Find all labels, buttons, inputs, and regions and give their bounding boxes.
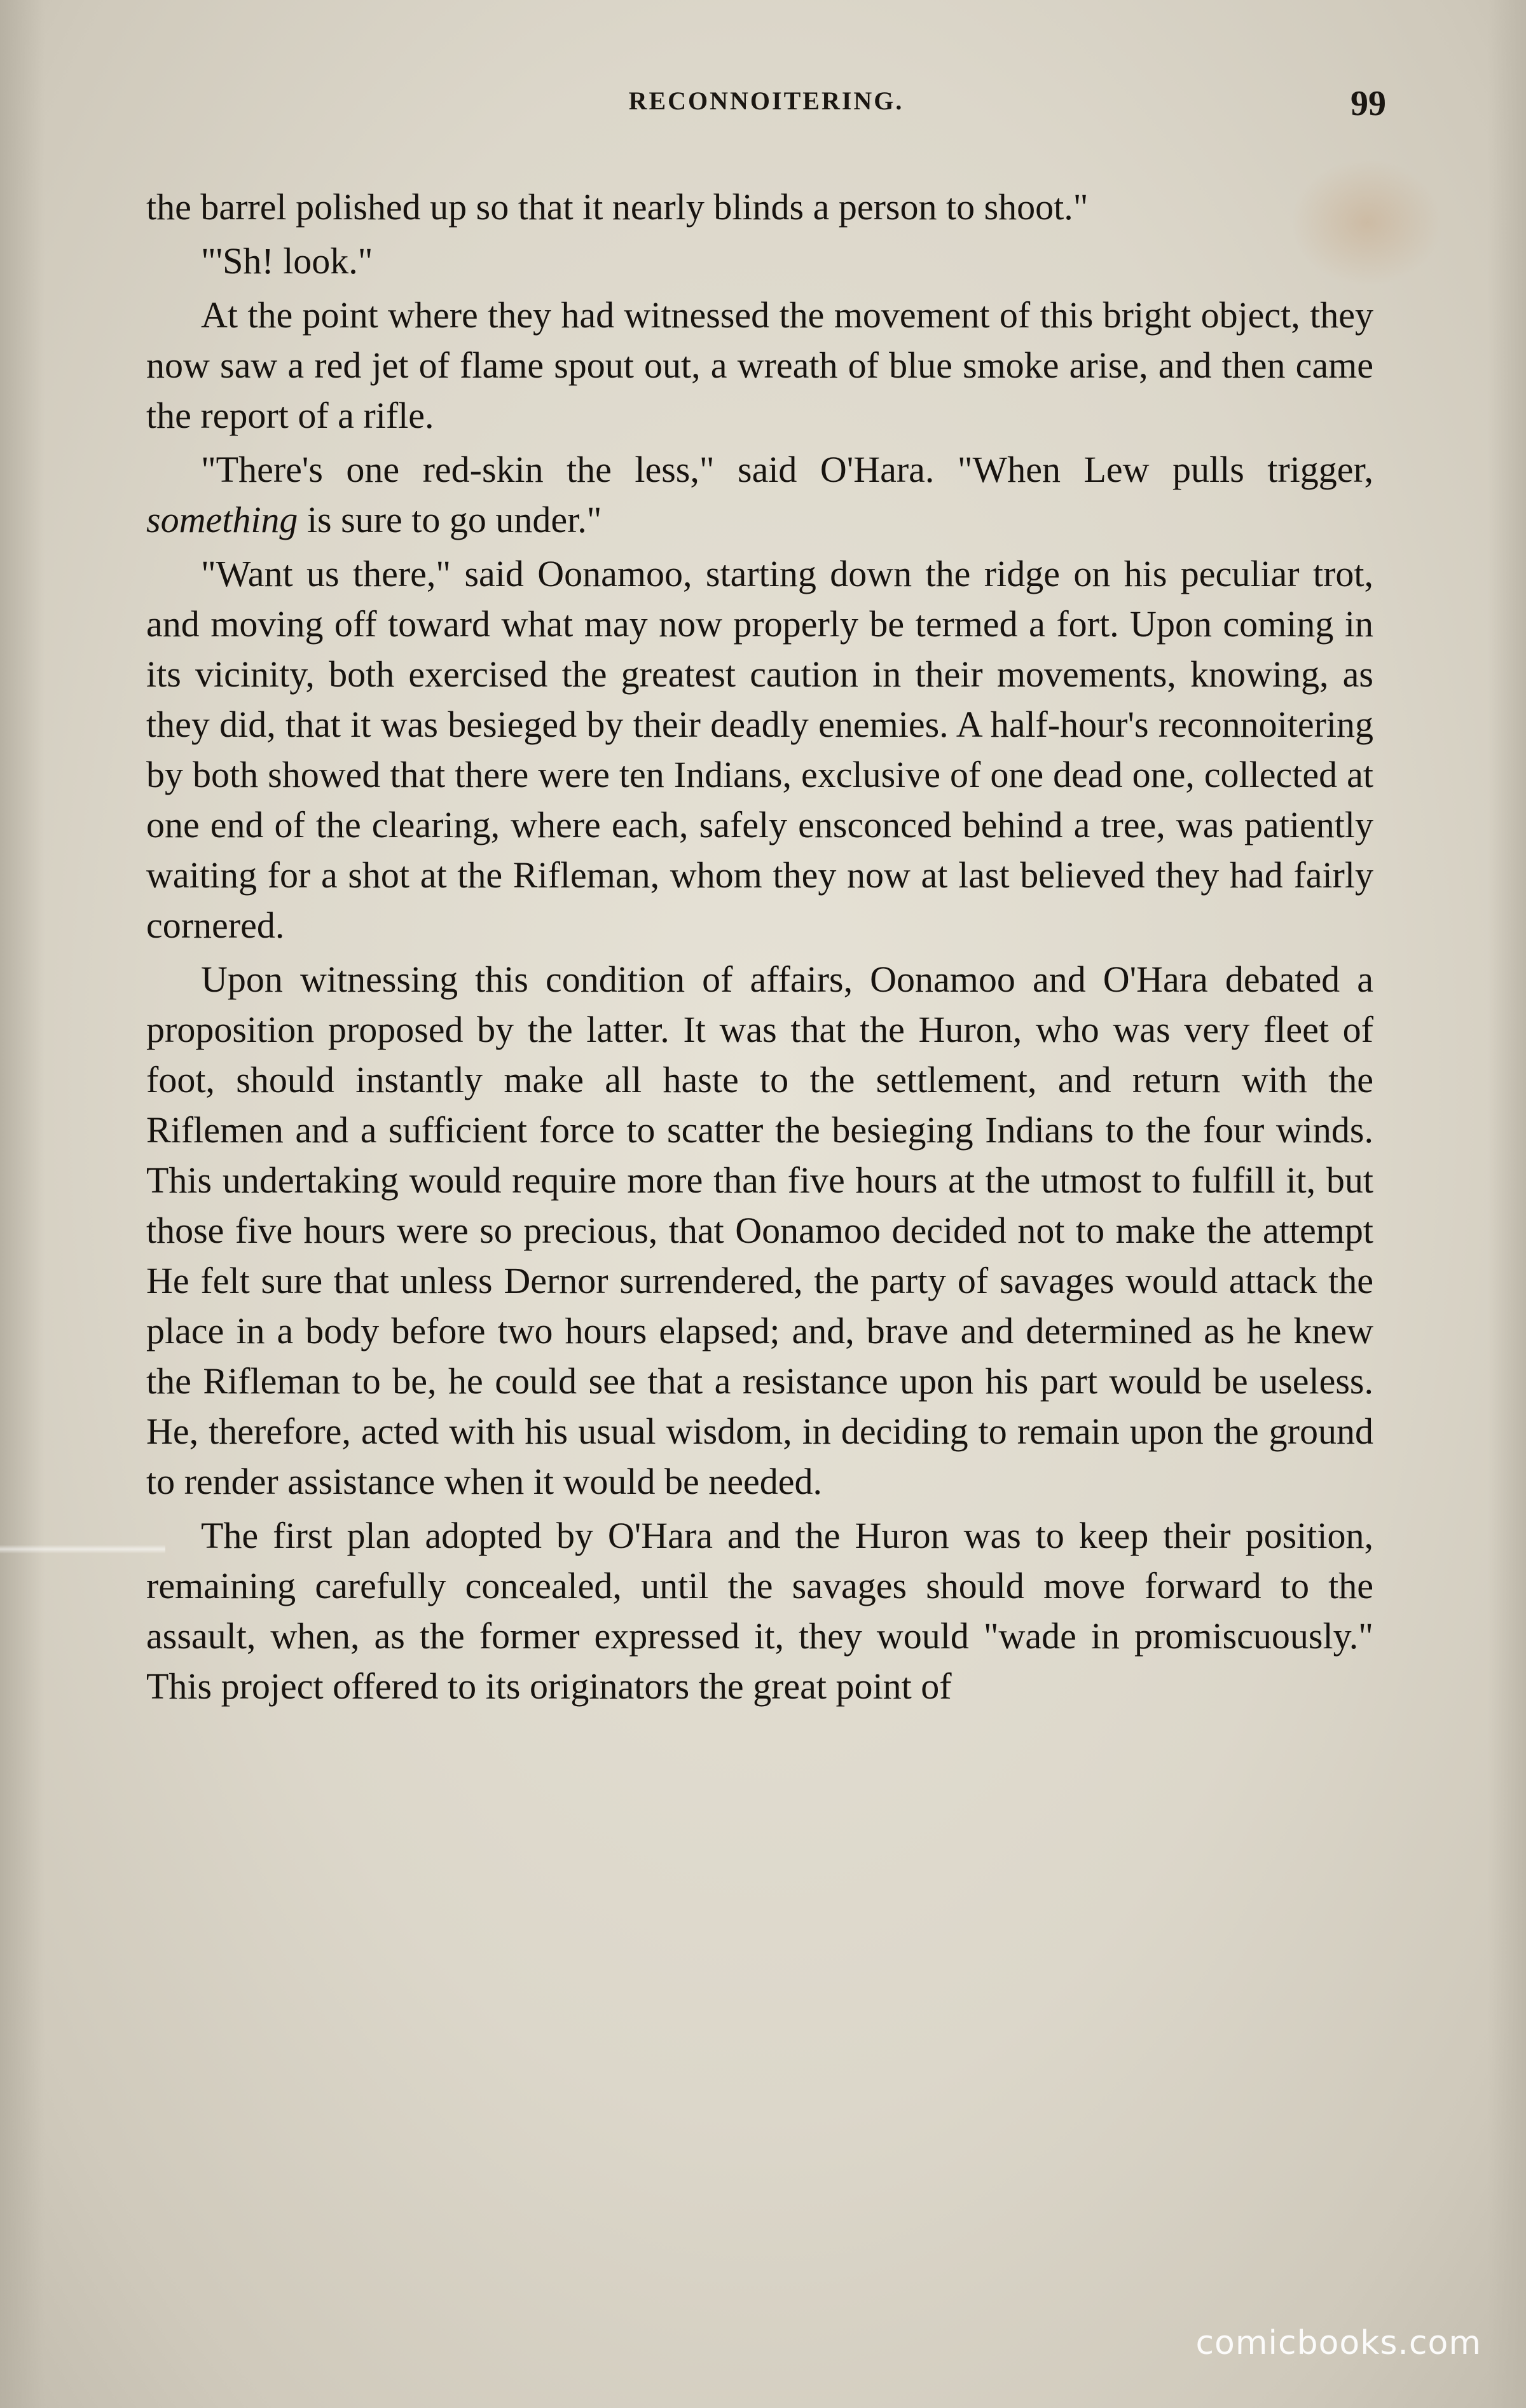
- page-edge-shadow-left: [0, 0, 45, 2408]
- page-crease: [0, 1545, 165, 1554]
- running-head: RECONNOITERING.: [628, 86, 904, 115]
- paragraph: "'Sh! look.": [201, 240, 373, 282]
- watermark: comicbooks.com: [1195, 2324, 1481, 2362]
- paragraph-text: "There's one red-skin the less," said O'Hara. "When Lew pulls trigger,: [201, 449, 1373, 490]
- paragraph: "Want us there," said Oonamoo, starting down the ridge on his peculiar trot, and moving off toward what may now properly be termed a fort. Upon coming in its vicinity, both exercised the greatest caution in their movements, knowing, as they did, that it was besieged by their deadly enemies. A half-hour's reconnoitering by both showed that there were ten Indians, exclusive of one dead one, collected at one end of the clearing, where each, safely ensconced behind a tree, was patiently waiting for a shot at the Rifleman, whom they now at last believed they had fairly cornered.: [146, 553, 1373, 946]
- italic-text: something: [146, 499, 298, 540]
- page-header: [146, 86, 1386, 130]
- paragraph: The first plan adopted by O'Hara and the Huron was to keep their position, remaining carefully concealed, until the savages should move forward to the assault, when, as the former expressed it, they would "wade in promiscuously." This project offered to its originators the great point of: [146, 1515, 1373, 1707]
- page-number: 99: [1351, 84, 1386, 123]
- paragraph: Upon witnessing this condition of affairs, Oonamoo and O'Hara debated a proposition proposed by the latter. It was that the Huron, who was very fleet of foot, should instantly make all haste to the settlement, and return with the Riflemen and a sufficient force to scatter the besieging Indians to the four winds. This undertaking would require more than five hours at the utmost to fulfill it, but those five hours were so precious, that Oonamoo decided not to make the attempt He felt sure that unless Dernor surrendered, the party of savages would attack the place in a body before two hours elapsed; and, brave and determined as he knew the Rifleman to be, he could see that a resistance upon his part would be useless. He, therefore, acted with his usual wisdom, in deciding to remain upon the ground to render assistance when it would be needed.: [146, 959, 1373, 1502]
- paragraph-continued: the barrel polished up so that it nearly blinds a person to shoot.": [146, 186, 1089, 228]
- body-text: [146, 182, 1373, 1715]
- paragraph: At the point where they had witnessed the movement of this bright object, they now saw a red jet of flame spout out, a wreath of blue smoke arise, and then came the report of a rifle.: [146, 294, 1373, 436]
- paragraph: [146, 444, 1373, 545]
- page-edge-shadow-right: [1488, 0, 1526, 2408]
- paragraph-text: is sure to go under.": [298, 499, 602, 540]
